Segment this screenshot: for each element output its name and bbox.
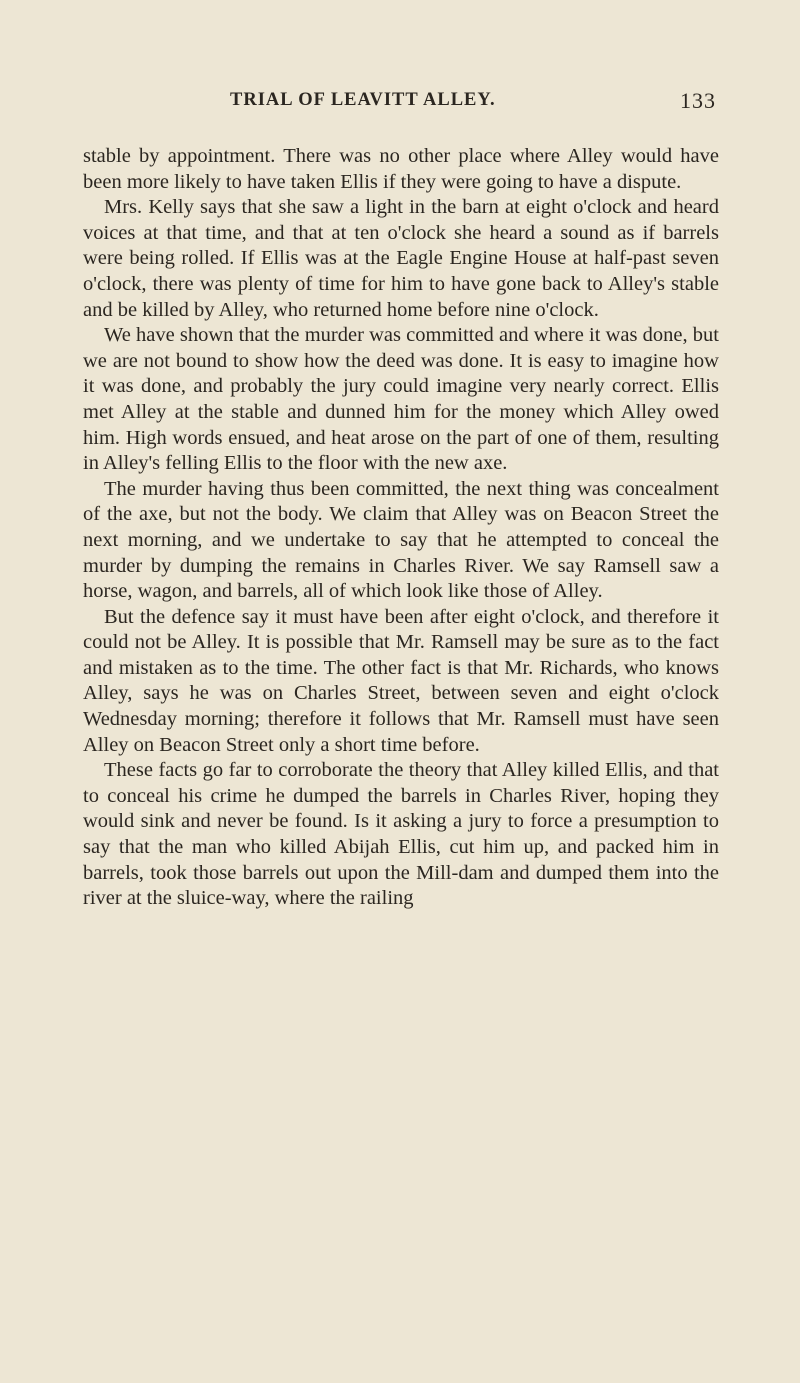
running-head — [0, 90, 800, 120]
paragraph-murder-shown: We have shown that the murder was committed and where it was done, but we are not bound to show how the deed was done. It is easy to imagine how it was done, and probably the jury could imagine very nearly correct. Ellis met Alley at the stable and dunned him for the money which Alley owed him. High words ensued, and heat arose on the part of one of them, resulting in Alley's felling Ellis to the floor with the new axe. — [83, 324, 719, 475]
paragraph-mrs-kelly-testimony: Mrs. Kelly says that she saw a light in the barn at eight o'clock and heard voices at that time, and that at ten o'clock she heard a sound as if barrels were being rolled. If Ellis was at the Eagle Engine House at half-past seven o'clock, there was plenty of time for him to have gone back to Alley's stable and be killed by Alley, who returned home before nine o'clock. — [83, 196, 719, 321]
paragraph-corroboration: These facts go far to corroborate the theory that Alley killed Ellis, and that to conceal his crime he dumped the barrels in Charles River, hoping they would sink and never be found. Is it asking a jury to force a presumption to say that the man who killed Abijah Ellis, cut him up, and packed him in barrels, took those barrels out upon the Mill-dam and dumped them into the river at the sluice-way, where the railing — [83, 759, 719, 910]
page-number: 133 — [680, 88, 716, 113]
paragraph-concealment: The murder having thus been committed, the next thing was concealment of the axe, but not the body. We claim that Alley was on Beacon Street the next morning, and we undertake to say that he attempted to conceal the murder by dumping the remains in Charles River. We say Ramsell saw a horse, wagon, and barrels, all of which look like those of Alley. — [83, 477, 719, 603]
running-title: TRIAL OF LEAVITT ALLEY. — [230, 90, 496, 110]
body-text — [83, 144, 719, 912]
paragraph-defence-argument: But the defence say it must have been after eight o'clock, and therefore it could not be Alley. It is possible that Mr. Ramsell may be sure as to the fact and mistaken as to the time. The other fact is that Mr. Richards, who knows Alley, says he was on Charles Street, between seven and eight o'clock Wednesday morning; therefore it follows that Mr. Ramsell must have seen Alley on Beacon Street only a short time before. — [83, 605, 719, 756]
paragraph-continued: stable by appointment. There was no other place where Alley would have been more likely to have taken Ellis if they were going to have a dispute. — [83, 145, 719, 193]
